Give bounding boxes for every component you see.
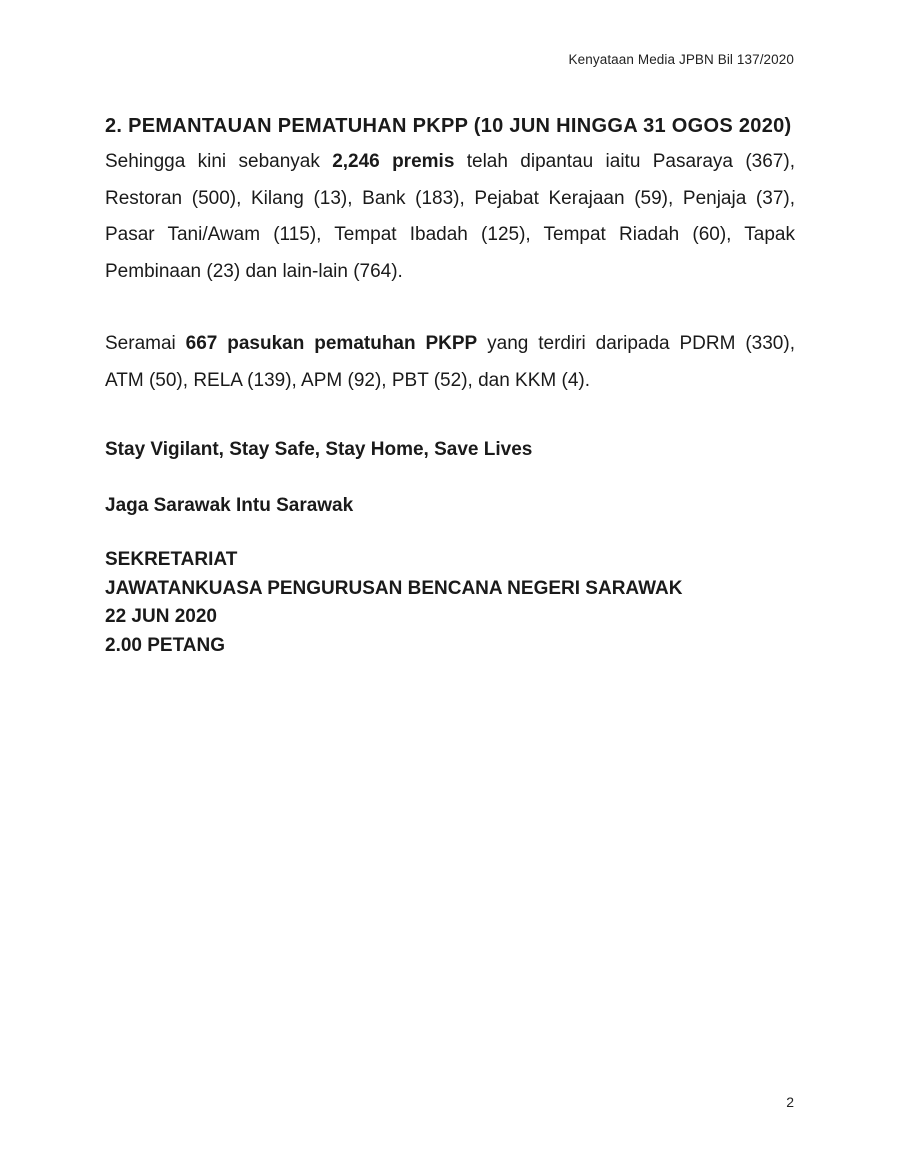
document-body <box>105 108 795 660</box>
paragraph-teams-suffix: yang terdiri daripada PDRM (330), ATM (50), RELA (139), APM (92), PBT (52), dan KKM (4). <box>105 333 795 391</box>
signature-committee: JAWATANKUASA PENGURUSAN BENCANA NEGERI SARAWAK <box>105 577 683 599</box>
slogan-stay-vigilant: Stay Vigilant, Stay Safe, Stay Home, Save Lives <box>105 439 533 460</box>
paragraph-teams-prefix: Seramai <box>105 333 186 354</box>
paragraph-premises-monitored <box>105 144 795 290</box>
premises-count: 2,246 premis <box>332 151 455 172</box>
page-number: 2 <box>786 1094 794 1110</box>
signature-time: 2.00 PETANG <box>105 634 226 656</box>
signature-date: 22 JUN 2020 <box>105 606 217 627</box>
paragraph-premises-suffix: telah dipantau iaitu Pasaraya (367), Restoran (500), Kilang (13), Bank (183), Pejabat Kerajaan (59), Penjaja (37), Pasar Tani/Awam (115), Tempat Ibadah (125), Tempat Riadah (60), Tapak Pembinaan (23) dan lain-lain (764). <box>105 151 795 282</box>
signature-block <box>105 546 795 660</box>
slogan-jaga-sarawak: Jaga Sarawak Intu Sarawak <box>105 495 354 516</box>
paragraph-premises-prefix: Sehingga kini sebanyak <box>105 151 333 172</box>
signature-secretariat: SEKRETARIAT <box>105 549 238 570</box>
document-reference: Kenyataan Media JPBN Bil 137/2020 <box>568 52 794 67</box>
paragraph-compliance-teams <box>105 326 795 399</box>
section-heading: 2. PEMANTAUAN PEMATUHAN PKPP (10 JUN HINGGA 31 OGOS 2020) <box>105 115 792 137</box>
teams-count: 667 pasukan pematuhan PKPP <box>185 333 478 354</box>
